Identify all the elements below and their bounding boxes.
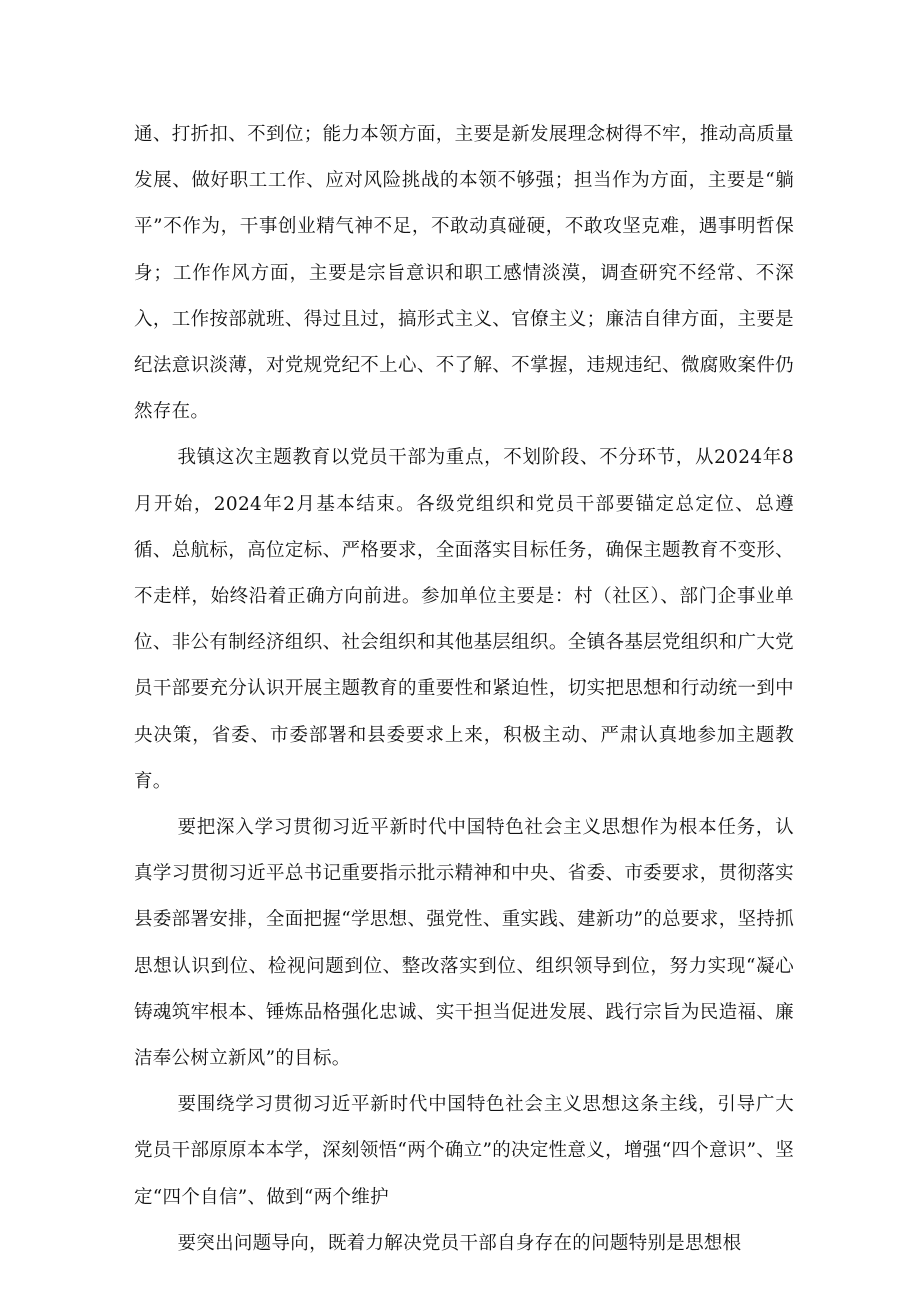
document-body [134, 112, 794, 1267]
paragraph-4: 要围绕学习贯彻习近平新时代中国特色社会主义思想这条主线，引导广大党员干部原原本本学，深刻领悟“两个确立”的决定性意义，增强“四个意识”、坚定“四个自信”、做到“两个维护 [134, 1094, 794, 1208]
paragraph-1-continued: 通、打折扣、不到位；能力本领方面，主要是新发展理念树得不牢，推动高质量发展、做好职工工作、应对风险挑战的本领不够强；担当作为方面，主要是“躺平”不作为，干事创业精气神不足，不敢动真碰硬，不敢攻坚克难，遇事明哲保身；工作作风方面，主要是宗旨意识和职工感情淡漠，调查研究不经常、不深入，工作按部就班、得过且过，搞形式主义、官僚主义；廉洁自律方面，主要是纪法意识淡薄，对党规党纪不上心、不了解、不掌握，违规违纪、微腐败案件仍然存在。 [134, 124, 794, 423]
paragraph-2: 我镇这次主题教育以党员干部为重点，不划阶段、不分环节，从2024年8月开始，2024年2月基本结束。各级党组织和党员干部要锚定总定位、总遵循、总航标，高位定标、严格要求，全面落实目标任务，确保主题教育不变形、不走样，始终沿着正确方向前进。参加单位主要是：村（社区）、部门企事业单位、非公有制经济组织、社会组织和其他基层组织。全镇各基层党组织和广大党员干部要充分认识开展主题教育的重要性和紧迫性，切实把思想和行动统一到中央决策，省委、市委部署和县委要求上来，积极主动、严肃认真地参加主题教育。 [134, 447, 794, 792]
paragraph-3: 要把深入学习贯彻习近平新时代中国特色社会主义思想作为根本任务，认真学习贯彻习近平总书记重要指示批示精神和中央、省委、市委要求，贯彻落实县委部署安排，全面把握“学思想、强党性、重实践、建新功”的总要求，坚持抓思想认识到位、检视问题到位、整改落实到位、组织领导到位，努力实现“凝心铸魂筑牢根本、锤炼品格强化忠诚、实干担当促进发展、践行宗旨为民造福、廉洁奉公树立新风”的目标。 [134, 817, 794, 1070]
paragraph-5: 要突出问题导向，既着力解决党员干部自身存在的问题特别是思想根 [177, 1232, 742, 1254]
